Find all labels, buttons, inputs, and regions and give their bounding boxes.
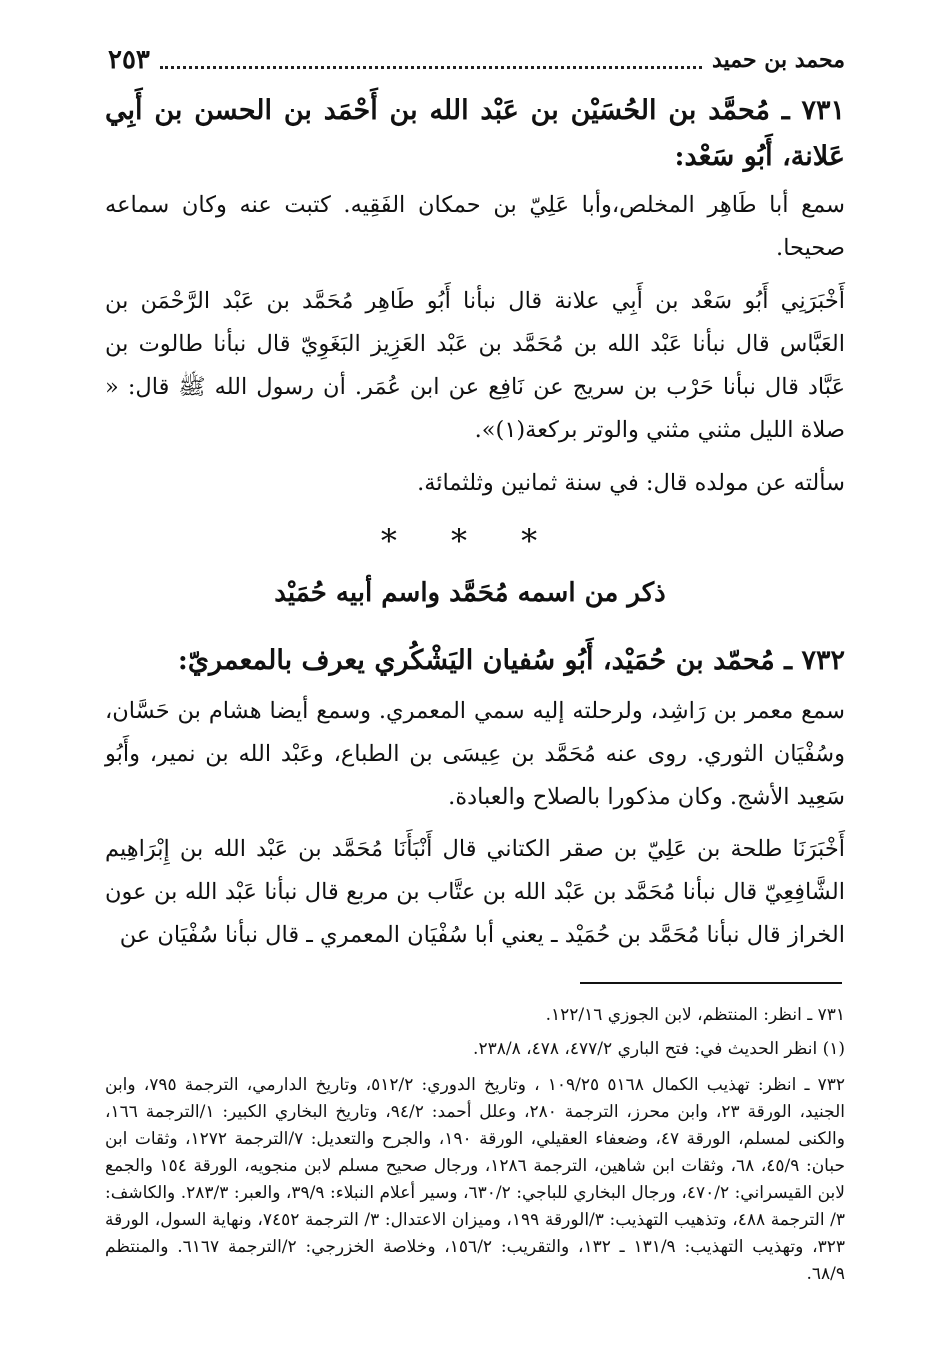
entry-731-paragraph-2: أَخْبَرَنِي أَبُو سَعْد بن أَبِي علانة قال نبأنا أَبُو طَاهِر مُحَمَّد بن عَبْد الرَّحْمَن بن العَبَّاس قال نبأنا عَبْد الله بن مُحَمَّد بن عَبْد العَزِيز البَغَوِيّ قال نبأنا طالوت بن عَبَّاد قال نبأنا حَرْب بن سريج عن نَافِع عن ابن عُمَر. أن رسول الله ﷺ قال: « صلاة الليل مثني مثني والوتر بركعة(١)». xyxy=(105,288,845,443)
running-title: محمد بن حميد xyxy=(712,47,845,73)
entry-731-title: ٧٣١ ـ مُحمَّد بن الحُسَيْن بن عَبْد الله بن أَحْمَد بن الحسن بن أَبِي عَلانة، أَبُو سَعْد: xyxy=(105,95,845,172)
entry-731-paragraph-3: سألته عن مولده قال: في سنة ثمانين وثلثمائة. xyxy=(417,470,845,496)
footnote-731: ٧٣١ ـ انظر: المنتظم، لابن الجوزي ١٢٢/١٦. xyxy=(545,1005,845,1025)
footnote-hadith-1: (١) انظر الحديث في: فتح الباري ٤٧٧/٢، ٤٧٨، ٢٣٨/٨. xyxy=(473,1039,845,1059)
entry-732-paragraph-1: سمع معمر بن رَاشِد، ولرحلته إليه سمي المعمري. وسمع أيضا هشام بن حَسَّان، وسُفْيَان الثوري. روى عنه مُحَمَّد بن عِيسَى بن الطباع، وعَبْد الله بن نمير، وأَبُو سَعِيد الأشج. وكان مذكورا بالصلاح والعبادة. xyxy=(105,698,845,810)
entry-732-title: ٧٣٢ ـ مُحمّد بن حُمَيْد، أَبُو سُفيان اليَشْكُري يعرف بالمعمريّ: xyxy=(177,645,845,676)
footnote-732: ٧٣٢ ـ انظر: تهذيب الكمال ٥١٦٨ ١٠٩/٢٥ ، وتاريخ الدوري: ٥١٢/٢، وتاريخ الدارمي، الترجمة ٧٩٥، وابن الجنيد، الورقة ٢٣، وابن محرز، الترجمة ٢٨٠، وعلل أحمد: ٩٤/٢، وتاريخ البخاري الكبير: ١/الترجمة ١٦٦، والكنى لمسلم، الورقة ٤٧، وضعفاء العقيلي، الورقة ١٩٠، والجرح والتعديل: ٧/الترجمة ١٢٧٢، وثقات ابن حبان: ٤٥/٩، ٦٨، وثقات ابن شاهين، الترجمة ١٢٨٦، ورجال صحيح مسلم لابن منجويه، الورقة ١٥٤ والجمع لابن القيسراني: ٤٧٠/٢، ورجال البخاري للباجي: ٦٣٠/٢، وسير أعلام النبلاء: ٣٩/٩، والعبر: ٢٨٣/٣. والكاشف: ٣/ الترجمة ٤٨٨، وتذهيب التهذيب: ٣/الورقة ١٩٩، وميزان الاعتدال: ٣/ الترجمة ٧٤٥٢، ونهاية السول، الورقة ٣٢٣، وتهذيب التهذيب: ١٣١/٩ ـ ١٣٢، والتقريب: ١٥٦/٢، وخلاصة الخزرجي: ٢/الترجمة ٦١٦٧. والمنتظم ٦٨/٩. xyxy=(105,1075,846,1284)
dotted-leader xyxy=(160,52,702,69)
section-separator: * * * xyxy=(380,522,560,560)
running-header xyxy=(108,40,845,80)
entry-732-paragraph-2: أَخْبَرَنَا طلحة بن عَلِيّ بن صقر الكتاني قال أَنْبَأَنَا مُحَمَّد بن عَبْد الله بن إِبْرَاهِيم الشَّافِعِيّ قال نبأنا مُحَمَّد بن عَبْد الله بن عتَّاب بن مربع قال نبأنا عَبْد الله بن عون الخراز قال نبأنا مُحَمَّد بن حُمَيْد ـ يعني أبا سُفْيَان المعمري ـ قال نبأنا سُفْيَان عن xyxy=(105,836,845,948)
entry-731-paragraph-1: سمع أبا طَاهِر المخلص،وأبا عَلِيّ بن حمكان الفَقِيه. كتبت عنه وكان سماعه صحيحا. xyxy=(105,192,845,261)
footnote-rule xyxy=(580,982,842,984)
page-number: ٢٥٣ xyxy=(108,45,150,75)
section-title: ذكر من اسمه مُحَمَّد واسم أبيه حُمَيْد xyxy=(274,578,666,608)
